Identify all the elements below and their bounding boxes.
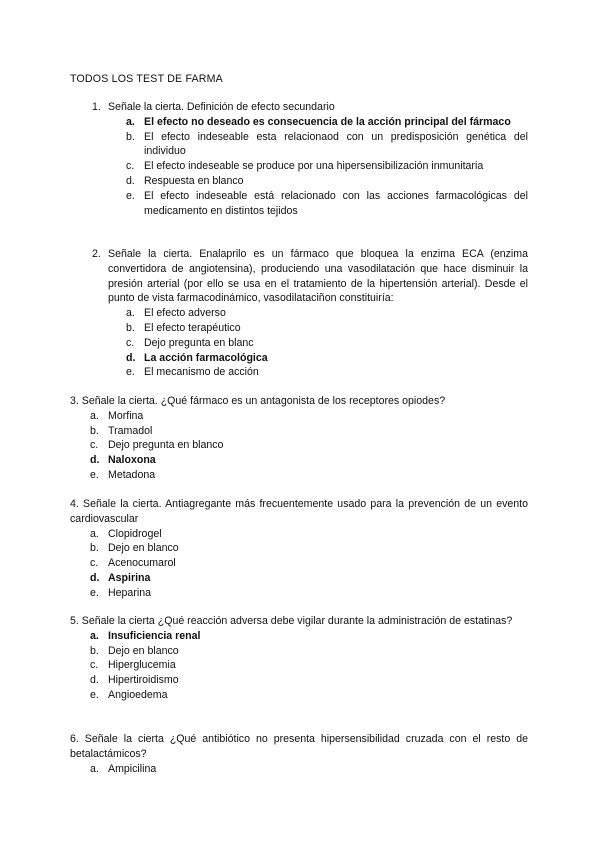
option-b: b. El efecto terapéutico (126, 321, 241, 334)
question-3 (70, 394, 528, 483)
option-a: a. Morfina (90, 409, 144, 422)
question-stem: 6. Señale la cierta ¿Qué antibiótico no presenta hipersensibilidad cruzada con el resto de betalactámicos? (70, 733, 528, 760)
option-b: b. Dejo en blanco (90, 644, 179, 657)
question-2 (92, 247, 528, 380)
question-number: 2. (92, 248, 101, 260)
option-d: d. Hipertiroidismo (90, 674, 179, 687)
option-list (90, 527, 528, 601)
option-e: e. El efecto indeseable está relacionado con las acciones farmacológicas del medicamento en distintos tejidos (126, 189, 528, 217)
option-b: b. Tramadol (90, 424, 153, 437)
option-e: e. El mecanismo de acción (126, 366, 259, 379)
option-c: c. El efecto indeseable se produce por una hipersensibilización inmunitaria (126, 160, 484, 173)
option-e: e. Heparina (90, 586, 151, 599)
question-1 (92, 100, 528, 218)
question-5 (70, 614, 528, 703)
option-d: d. Respuesta en blanco (126, 174, 244, 187)
page-title: TODOS LOS TEST DE FARMA (70, 73, 223, 85)
question-stem: Señale la cierta. Definición de efecto secundario (108, 101, 335, 113)
option-d: d. Aspirina (90, 571, 151, 584)
option-a: a. Ampicilina (90, 762, 157, 775)
option-list (90, 762, 528, 777)
option-a: a. Insuficiencia renal (90, 629, 201, 642)
question-number: 1. (92, 101, 101, 113)
question-stem: Señale la cierta. Enalaprilo es un fármaco que bloquea la enzima ECA (enzima convertidora de angiotensina), produciendo una vasodilatación que hace disminuir la presión arterial (por ello se usa en el tratamiento de la hipertensión arterial). Desde el punto de vista farmacodinámico, vasodilataciñon constituiría: (108, 248, 528, 305)
option-c: c. Dejo pregunta en blanc (126, 336, 254, 349)
question-stem: 5. Señale la cierta ¿Qué reacción adversa debe vigilar durante la administración de estatinas? (70, 615, 513, 627)
option-b: b. Dejo en blanco (90, 542, 179, 555)
question-stem: 3. Señale la cierta. ¿Qué fármaco es un antagonista de los receptores opiodes? (70, 395, 446, 407)
question-4 (70, 497, 528, 601)
option-a: a. El efecto adverso (126, 307, 226, 320)
option-a: a. El efecto no deseado es consecuencia de la acción principal del fármaco (126, 115, 511, 128)
option-list (126, 115, 528, 219)
option-c: c. Hiperglucemia (90, 659, 176, 672)
option-d: d. Naloxona (90, 454, 156, 467)
option-list (126, 306, 528, 380)
option-c: c. Acenocumarol (90, 557, 176, 570)
question-6 (70, 732, 528, 776)
option-e: e. Metadona (90, 468, 156, 481)
question-stem: 4. Señale la cierta. Antiagregante más frecuentemente usado para la prevención de un evento cardiovascular (70, 498, 528, 525)
option-e: e. Angioedema (90, 688, 168, 701)
option-c: c. Dejo pregunta en blanco (90, 439, 224, 452)
option-a: a. Clopidrogel (90, 527, 162, 540)
option-list (90, 409, 528, 483)
option-b: b. El efecto indeseable esta relacionaod con un predisposición genética del individuo (126, 130, 528, 158)
option-list (90, 629, 528, 703)
option-d: d. La acción farmacológica (126, 351, 268, 364)
